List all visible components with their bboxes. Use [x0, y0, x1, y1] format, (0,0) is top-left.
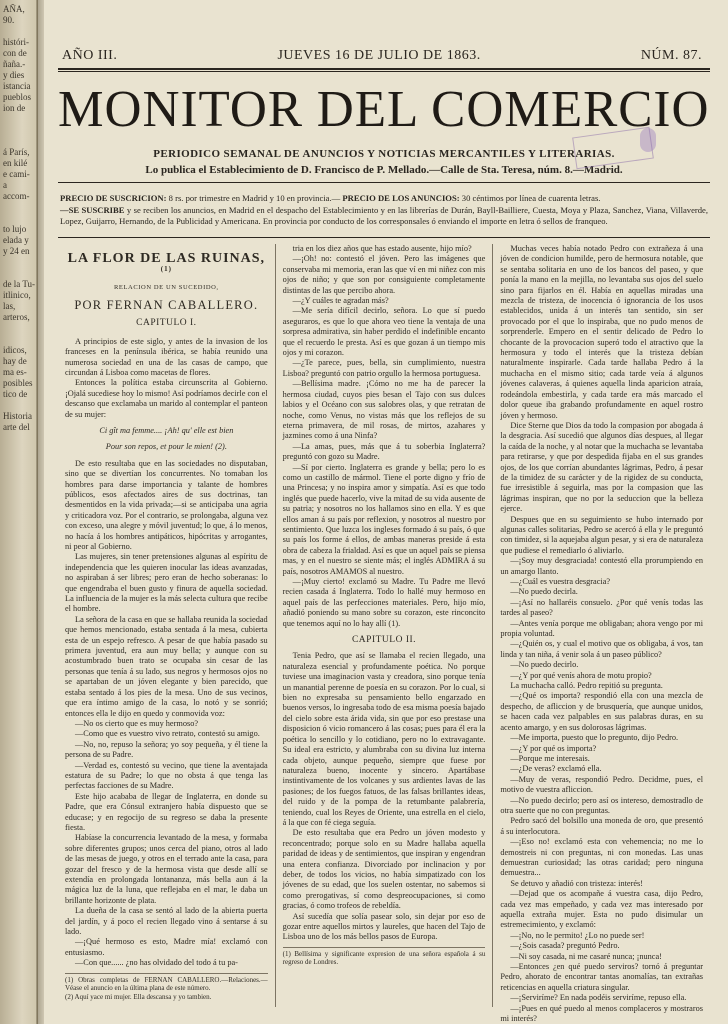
subscription-notice	[58, 193, 710, 227]
paragraph: —¿Y cuáles te agradan más?	[292, 296, 389, 306]
paragraph: Pedro sacó del bolsillo una moneda de oro, que presentó á su interlocutora.	[500, 816, 704, 836]
column-2	[275, 244, 493, 1007]
paragraph: La dueña de la casa se sentó al lado de la abierta puerta del jardín, y á poco el recien llegado vino á sentarse á su lado.	[65, 906, 268, 937]
paragraph: —¡Serviríme? En nada podéis serviríme, repuso ella.	[510, 993, 687, 1003]
paragraph: —¡Eso no! exclamó esta con vehemencia; no me lo demostreis ni con preguntas, ni con monedas. Las unas demuestran curiosidad; las otras caridad; pero ninguna demuestra...	[500, 837, 704, 878]
paragraph: —Como que es vuestro vivo retrato, contestó su amigo.	[75, 729, 260, 739]
paragraph: —La amas, pues, más que á tu soberbia Inglaterra? preguntó con gozo su Madre.	[282, 441, 486, 462]
paragraph: —No os cierto que es muy hermoso?	[75, 718, 199, 728]
header-rule	[58, 68, 710, 72]
issue-year: AÑO III.	[62, 48, 118, 63]
paragraph: —Antes venía porque me obligaban; ahora vengo por mi propia voluntad.	[500, 618, 704, 639]
story-title-text: LA FLOR DE LAS RUINAS,	[67, 251, 266, 266]
paragraph: —Porque me interesais.	[510, 753, 590, 763]
paragraph: La señora de la casa en que se hallaba reunida la sociedad que hemos mencionado, estaba sentada á la mesa, cubierta esta de un espejo refresco. A pesar de que había pasado su primera juventud, era aun muy bella; y aunque con su acostumbrado buen trato se ocupaba sin cesar de las personas que tenía á su lado, sus negros y hermosos ojos no se apartaban de un jóven elegante y bien parecido, que estaba sentado á los pies de la mesa. Uno de sus vecinos, que era íntimo amigo de la casa, lo notó y se sonrió; entonces ella le dijo en quedo y conmovida voz:	[65, 614, 268, 718]
paragraph: De esto resultaba que era Pedro un jóven modesto y reconcentrado; porque solo en su Madre hallaba aquella paridad de ideas y de sentimientos, que inspiran y engendran una entera confianza. Divorciado por inclinacion y por deber, de todos los vicios, no había simpatizado con los jóvenes de su edad, que los suelen ostentar, no sabemos si como prerogativas, sí como despreocupaciones, si como gracias, ó como trofeos de rebeldía.	[282, 828, 486, 911]
paragraph: —Sí por cierto. Inglaterra es grande y bella; pero lo es como un castillo de mármol. Tiene el porte digno y frío de una Princesa; y no inspira amor y simpatía. Así es que todo inglés que puede hacerlo, vive la mitad de su vida ausente de su patria; y nosotros no los hallamos sino en ella. Y es que ellos aman á su país por reflexion, y nosotros al nuestro por sentimiento. Que luzca los ingleses formado á su país, ó que su país los forme á ellos, de ambas maneras preside á esta obra de cabeza la frialdad. Así es que un aquel país se piensa mas, y en el nuestro se siente más; el inglés ADMIRA á su país, nosotros AMAMOS al nuestro.	[282, 462, 486, 576]
paragraph: —Bellísima madre. ¡Cómo no me ha de parecer la hermosa ciudad, cuyos pies besan el Tajo con sus dulces labios y el Océano con sus salobres olas, y que retratan de noche, como Venus, no vistas más que los reflejos de su eterna primavera, de mil rosas, de mirtos, azahares y jazmines como á una Ninfa?	[282, 379, 486, 441]
paragraph: Este hijo acababa de llegar de Inglaterra, en donde su Padre, que era Cónsul extranjero había dispuesto que se educase; y en regocijo de su regreso se daba la presente fiesta.	[65, 791, 268, 832]
paragraph: —¡Soy muy desgraciada! contestó ella prorumpiendo en un amargo llanto.	[500, 556, 704, 576]
paragraph: —¡Pues en qué puedo al menos complaceros y mostraros mi interés?	[500, 1003, 704, 1024]
paragraph: —¡No, no le permito! ¿Lo no puede ser!	[510, 930, 645, 940]
story-title	[65, 251, 268, 279]
paragraph: —¡Así no hallaréis consuelo. ¿Por qué venís todas las tardes al paseo?	[500, 597, 704, 618]
paragraph: —¿Qué os importa? respondió ella con una mezcla de despecho, de afliccion y de brusquería, que aunque unidos, se hacen cada vez palpables en sus palabras duras, en su acento amargo, y en sus dolorosas lágrimas.	[500, 691, 704, 732]
ad-price-label: PRECIO DE LOS ANUNCIOS:	[342, 193, 460, 203]
column-1	[58, 244, 275, 1007]
subscribe-label: —SE SUSCRIBE	[60, 205, 125, 215]
adjacent-page-edge	[0, 0, 38, 1024]
paragraph: Despues que en su seguimiento se hubo internado por algunas calles solitarias, Pedro se acercó á ella y le preguntó con timidez, si la aquejaba algun pesar, y si era de naturaleza que pudiese el remediarlo ó aliviarlo.	[500, 514, 704, 555]
paragraph: —Muy de veras, respondió Pedro. Decidme, pues, el motivo de vuestra afliccion.	[500, 774, 704, 795]
paragraph: —¡Oh! no: contestó el jóven. Pero las imágenes que conservaba mi memoria, eran las que ví en mi niñez con mis ojos de niño; y que son por consiguiente completamente distintas de las que percibo ahora.	[282, 254, 486, 295]
chapter-2-heading: CAPITULO II.	[351, 635, 417, 646]
subscribe-text: y se reciben los anuncios, en Madrid en el despacho del Establecimiento y en las librerías de Durán, Bayll-Bailliere, Cuesta, Moya y Plaza, Sanchez, Viana, Villaverde, Lopez, Guijarro, Hernando, de la Publicidad y Americana. En provincia por conducto de los corresponsales ó enviando el importe en letra ó sellos de franqueo.	[60, 205, 709, 226]
paragraph: —Me sería difícil decirlo, señora. Lo que sí puedo aseguraros, es que lo que ahora veo tiene la ventaja de una sorpresa admirativa, sin haber perdido el indefinible encanto que el recuerdo le presta. Así es que gozan á un tiempo mis ojos y mi corazon.	[282, 306, 486, 358]
paragraph: —¿Te parece, pues, bella, sin cumplimiento, nuestra Lisboa? preguntó con patrio orgullo la hermosa portuguesa.	[282, 358, 486, 378]
issue-date: JUEVES 16 DE JULIO DE 1863.	[277, 48, 481, 63]
footnotes	[65, 973, 268, 1002]
chapter-1-heading: CAPITULO I.	[136, 318, 197, 329]
paragraph: —No, no, repuso la señora; yo soy pequeña, y él tiene la persona de su Padre.	[65, 739, 268, 760]
paragraph: —¿Y por qué venís ahora de motu propio?	[510, 670, 652, 680]
masthead-subtitle: PERIODICO SEMANAL DE ANUNCIOS Y NOTICIAS MERCANTILES Y LITERARIAS.	[153, 148, 615, 160]
paragraph: Entonces la política estaba circunscrita al Gobierno. ¡Ojalá sucediese hoy lo mismo! Así podríamos decirle con el descanso que exclamaba un marido al contemplar el panteon de su mujer:	[65, 378, 268, 419]
verse-line: Ci gît ma femme.... ¡Ah! qu' elle est bien	[99, 425, 234, 435]
paragraph: —¿Y por qué os importa?	[510, 743, 597, 753]
paragraph: —¿De veras? exclamó ella.	[510, 764, 602, 774]
paragraph: —Me importa, puesto que lo pregunto, dijo Pedro.	[510, 733, 679, 743]
subscription-price-text: 8 rs. por trimestre en Madrid y 10 en provincia.—	[168, 193, 341, 203]
masthead-publisher: Lo publica el Establecimiento de D. Francisco de P. Mellado.—Calle de Sta. Teresa, núm. 8.—Madrid.	[145, 164, 623, 176]
footnotes	[283, 947, 486, 967]
footnote: (2) Aquí yace mi mujer. Ella descansa y yo tambien.	[65, 992, 212, 1001]
footnote: (1) Obras completas de FERNAN CABALLERO.—Relaciones.—Véase el anuncio en la última plana de este número.	[65, 975, 268, 993]
paragraph: Tenia Pedro, que así se llamaba el recien llegado, una naturaleza esencial y profundamente poética. No porque tuviese una imaginacion vasta y creadora, sino porque tenía un manantial perenne de poesía en su corazon. Por lo cual, si bien no expresaba su pensamiento bello engarzado en buenos versos, lo ingresaba todo de esa misma poesía bajado del cielo sobre esta árida vida, sin que por eso prestase una disposicion ó vicio romancero á las cosas; pues para él era la poética lo sencillo y lo cotidiano, pero no lo extravagante. Su ideal era estricto, y alumbraba con su divina luz interna cada objeto, aunque pequeño, siempre que fuese por naturaleza bueno, inocente y sincero. Apartábase instintivamente de los volcanes y sus ardientes lavas de las pasiones; de los fuegos fatuos, de las falsas brillantes ideas, del ruido y de la pompa de la retumbante palabrería, teniendo, cual los Reyes de Oriente, una estrella en el cielo, á la que con fé ciega seguía.	[282, 651, 486, 827]
subscription-price-label: PRECIO DE SUSCRICION:	[60, 193, 167, 203]
paragraph: —Entonces ¿en qué puedo serviros? tornó á preguntar Pedro, ahorato de encontrar tantas anomalías, tan extrañas reticencias en aquella criatura singular.	[500, 962, 704, 992]
paragraph: —¿Sois casada? preguntó Pedro.	[510, 941, 620, 951]
issue-number: NÚM. 87.	[640, 48, 702, 63]
article-columns	[58, 237, 710, 1024]
paragraph: —Verdad es, contestó su vecino, que tiene la aventajada estatura de su Padre; lo que no obsta á que tenga las perfectas facciones de su Madre.	[65, 760, 268, 791]
paragraph: La muchacha calló. Pedro repitió su pregunta.	[510, 681, 663, 691]
paragraph: Se detuvo y añadió con tristeza: interés!	[510, 878, 644, 888]
paragraph: —Ni soy casada, ni me casaré nunca; ¡nunca!	[510, 951, 662, 961]
paragraph: Habíase la concurrencia levantado de la mesa, y formaba sobre diferentes grupos; unos cerca del piano, otros al lado de las mesas de juego, y otros en el terrado ante la casa, para gozar del fresco y de la hermosa vista que desde allí se extendía en prolongada lontananza, más bella aun á la mágica luz de la luna, que reflejaba en el mar, le daba un brillante horizonte de plata.	[65, 833, 268, 905]
paragraph: Las mujeres, sin tener pretensiones algunas al espíritu de independencia que les quieren inocular las ideas avanzadas, no aspiraban á ser libres; pero eran de hecho soberanas: lo que engendraba el buen gusto y finura de aquella sociedad. La influencia de la mujer es la más selecta cultura que recibe el hombre.	[65, 552, 268, 614]
column-3	[492, 244, 710, 1024]
paragraph: Dice Sterne que Dios da todo la compasion por abogada á la desgracia. Así sucedió que algunos días despues, al llegar la caída de la noche, y al notar que la muchacha se levantaba para retirarse, y que por despedida fijaba en el sus grandes ojos, de los que corrían abundantes lágrimas, Pedro, á pesar de la timidez de su carácter y de la rigidez de su conducta, fue irresistible á seguirla, mas por la compasion que las lágrimas inspiran, que no por la seduccion que la belleza ejerce.	[500, 420, 704, 514]
story-author: POR FERNAN CABALLERO.	[74, 297, 259, 312]
paragraph: —No puedo decirlo.	[510, 660, 579, 670]
paragraph: Así sucedía que solía pasear solo, sin dejar por eso de gozar entre aquellos mirtos y laureles, que hacen del Tajo de Lisboa uno de los más bellos pasos de Europa.	[282, 911, 486, 942]
ad-price-text: 30 céntimos por línea de cuarenta letras.	[461, 193, 601, 203]
footnote: (1) Bellísima y significante expresion de una señora española á su regreso de Londres.	[282, 949, 486, 967]
paragraph: —Dejad que os acompañe á vuestra casa, dijo Pedro, cada vez mas empeñado, y cada vez mas interesado por aquella extraña mujer. Esta no pudo disimular un estremecimiento, y exclamó:	[500, 889, 704, 930]
paragraph: —¿Cuál es vuestra desgracia?	[510, 577, 611, 586]
paragraph: —Con que...... ¿no has olvidado del todo á tu pa-	[75, 958, 238, 968]
paragraph: —No puedo decirlo; pero así os intereso, demostradlo de otra suerte que no con preguntas.	[500, 795, 704, 815]
paragraph: —No puedo decirla.	[510, 587, 578, 597]
paragraph: Muchas veces había notado Pedro con extrañeza á una jóven de condicion humilde, pero de hermosura notable, que se sentaba solitaria en uno de los bancos del paseo, y que ponía la mano en la mejilla, no levantaba sus ojos del suelo sino para fijarlos en él. Había en aquellas miradas una mezcla de tristeza, de inocencia ó ignorancia de los usos establecidos, unida á un interés tan sentido, sin ser provocado por el que lo inspiraba, que no pudo menos de sorprenderle. Empero en el sentir delicado de Pedro lo chocante de la provocacion superó todo el atractivo que la hermosura y todo el interés que la tristeza debían naturalmente inspirarle. Cada tarde hallaba Pedro á la muchacha en el mismo sitio; cada tarde veía á algunos jóvenes calaveras, á quienes aquella linda aparicion atraía, rodeándola embestirla, y cada tarde era más marcado el dolor queue iba grabando profundamente en aquel rostro jóven y hermoso.	[500, 244, 704, 420]
paragraph: —¡Qué hermoso es esto, Madre mía! exclamó con entusiasmo.	[65, 937, 268, 957]
paragraph: —¿Quién os, y cual el motivo que os obligaba, á vos, tan linda y tan niña, á venir sola á un paseo público?	[500, 639, 704, 659]
masthead-rule	[58, 182, 710, 183]
adjacent-page-text: AÑA, 90. históri- con de ñaña.- y dies istancia pueblos ion de á París, en kilé e cami- a accom- to lujo elada y y 24 en de la Tu- itlinico, las, arteros, idicos, hay de ma es- posibles tico de Historia arte del	[3, 4, 36, 432]
paragraph: —¡Muy cierto! exclamó su Madre. Tu Padre me llevó recien casada á Inglaterra. Todo lo hallé muy hermoso en aquel país de las perfecciones materiales. Pero, hijo mío, añadió poniendo su mano sobre su corazon, este rinconcito que tenemos aquí no lo hay allí (1).	[282, 577, 486, 628]
newspaper-page	[44, 0, 728, 1024]
paragraph: A principios de este siglo, y antes de la invasion de los franceses en la península ibérica, se había reunido una numerosa sociedad en una de las casas de campo, que circundan á Lisboa como macetas de flores.	[65, 336, 268, 377]
story-title-note: (1)	[160, 265, 172, 274]
masthead-title: MONITOR DEL COMERCIO	[58, 81, 710, 138]
paragraph: De esto resultaba que en las sociedades no disputaban, sino que se divertían los concurrentes. No tomaban los hombres para darse importancia y talante de hombres públicos, esos afectados aires de sus doctrinas, tan desmentidos en la vida privada;—si se anticipaba una agria y criticadora voz. Por el contrario, se prolongaba, alguna vez con exceso, una alegre y móvil juventud; lo que, á lo menos, no hacía á los hombres antipáticos, hipócritas y arrogantes, ni peor al Gobierno.	[65, 458, 268, 551]
paragraph: tria en los diez años que has estado ausente, hijo mío?	[292, 244, 472, 253]
issue-header	[58, 48, 710, 64]
story-relation: RELACION DE UN SUCEDIDO,	[113, 284, 219, 292]
verse-line: Pour son repos, et pour le mien! (2).	[105, 442, 227, 452]
